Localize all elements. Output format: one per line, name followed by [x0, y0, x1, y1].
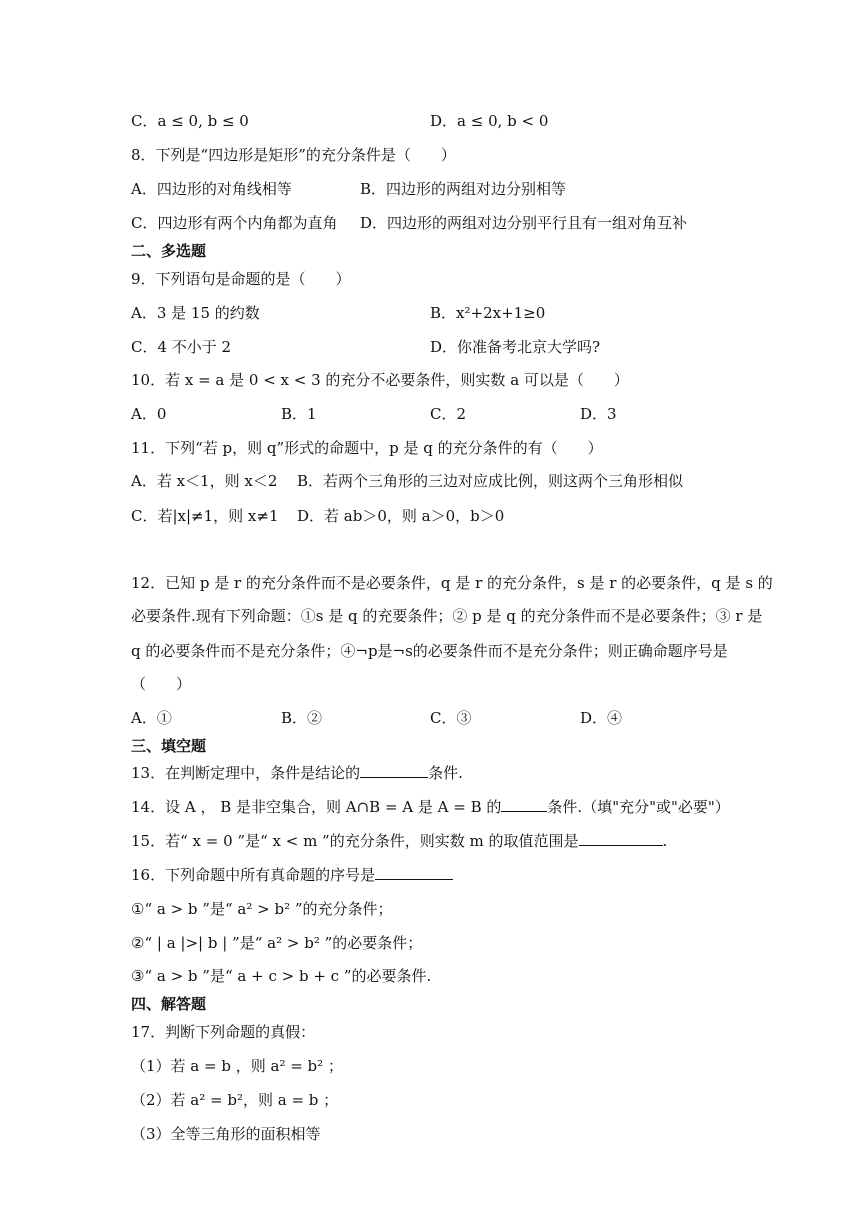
q14-text-after: 条件.（填"充分"或"必要"）	[547, 798, 730, 816]
q15-answer-blank	[579, 831, 663, 846]
q17-item-2: （2）若 a² = b²，则 a = b ；	[131, 1091, 339, 1109]
q14-text-before: 14．设 A ， B 是非空集合，则 A∩B = A 是 A = B 的	[131, 798, 502, 816]
q14-line	[131, 796, 730, 818]
q11-option-a: A．若 x＜1，则 x＜2	[131, 472, 278, 490]
q13-answer-blank	[360, 763, 428, 778]
q12-option-d: D．④	[580, 709, 623, 727]
q16-answer-blank	[375, 865, 453, 880]
section-heading-multi-choice: 二、多选题	[131, 242, 207, 260]
q8-option-b: B．四边形的两组对边分别相等	[360, 180, 567, 198]
q9-option-d: D．你准备考北京大学吗?	[430, 338, 601, 356]
q13-text-after: 条件.	[428, 764, 463, 782]
q12-option-a: A．①	[131, 709, 172, 727]
section-heading-answer: 四、解答题	[131, 995, 207, 1013]
q10-option-b: B．1	[281, 405, 317, 423]
q15-line	[131, 830, 667, 852]
q8-option-d: D．四边形的两组对边分别平行且有一组对角互补	[360, 214, 688, 232]
q16-item-2: ②“ | a |>| b | ”是“ a² > b² ”的必要条件；	[131, 934, 423, 952]
q8-option-a: A．四边形的对角线相等	[131, 180, 292, 198]
q16-item-1: ①“ a > b ”是“ a² > b² ”的充分条件；	[131, 900, 393, 918]
q17-stem: 17．判断下列命题的真假：	[131, 1023, 316, 1041]
q9-option-a: A．3 是 15 的约数	[131, 304, 260, 322]
q16-stem: 16．下列命题中所有真命题的序号是	[131, 866, 376, 884]
q7-option-c: C．a ≤ 0, b ≤ 0	[131, 112, 249, 130]
section-heading-fill-in: 三、填空题	[131, 737, 207, 755]
q11-stem: 11．下列“若 p，则 q”形式的命题中，p 是 q 的充分条件的有（ ）	[131, 439, 603, 457]
q17-item-3: （3）全等三角形的面积相等	[131, 1125, 321, 1143]
q7-option-d: D．a ≤ 0, b < 0	[430, 112, 549, 130]
q15-text-after: .	[662, 832, 668, 850]
q16-line	[131, 864, 453, 886]
q12-stem-line-4: （ ）	[131, 675, 192, 693]
q10-option-a: A．0	[131, 405, 167, 423]
q16-item-3: ③“ a > b ”是“ a + c > b + c ”的必要条件.	[131, 967, 432, 985]
q9-stem: 9．下列语句是命题的是（ ）	[131, 270, 351, 288]
q12-option-c: C．③	[430, 709, 472, 727]
q9-option-c: C．4 不小于 2	[131, 338, 232, 356]
q11-option-c: C．若|x|≠1，则 x≠1	[131, 507, 279, 525]
q13-line	[131, 762, 463, 784]
q9-option-b: B．x²+2x+1≥0	[430, 304, 546, 322]
q12-stem-line-1: 12．已知 p 是 r 的充分条件而不是必要条件，q 是 r 的充分条件，s 是 r 的必要条件，q 是 s 的	[131, 574, 773, 592]
q11-option-b: B．若两个三角形的三边对应成比例，则这两个三角形相似	[297, 472, 684, 490]
q13-text-before: 13．在判断定理中，条件是结论的	[131, 764, 361, 782]
q10-option-c: C．2	[430, 405, 467, 423]
q11-option-d: D．若 ab＞0，则 a＞0，b＞0	[297, 507, 505, 525]
q15-text-before: 15．若“ x = 0 ”是“ x < m ”的充分条件，则实数 m 的取值范围是	[131, 832, 579, 850]
q17-item-1: （1）若 a = b ，则 a² = b² ；	[131, 1057, 343, 1075]
q12-stem-line-2: 必要条件.现有下列命题：①s 是 q 的充要条件；② p 是 q 的充分条件而不是必要条件；③ r 是	[131, 607, 763, 625]
q8-stem: 8．下列是“四边形是矩形”的充分条件是（ ）	[131, 146, 456, 164]
q14-answer-blank	[501, 797, 547, 812]
q12-option-b: B．②	[281, 709, 323, 727]
q10-stem: 10．若 x = a 是 0 < x < 3 的充分不必要条件，则实数 a 可以是（ ）	[131, 371, 629, 389]
q12-stem-line-3: q 的必要条件而不是充分条件；④¬p是¬s的必要条件而不是充分条件；则正确命题序号是	[131, 642, 728, 660]
q8-option-c: C．四边形有两个内角都为直角	[131, 214, 338, 232]
q10-option-d: D．3	[580, 405, 617, 423]
